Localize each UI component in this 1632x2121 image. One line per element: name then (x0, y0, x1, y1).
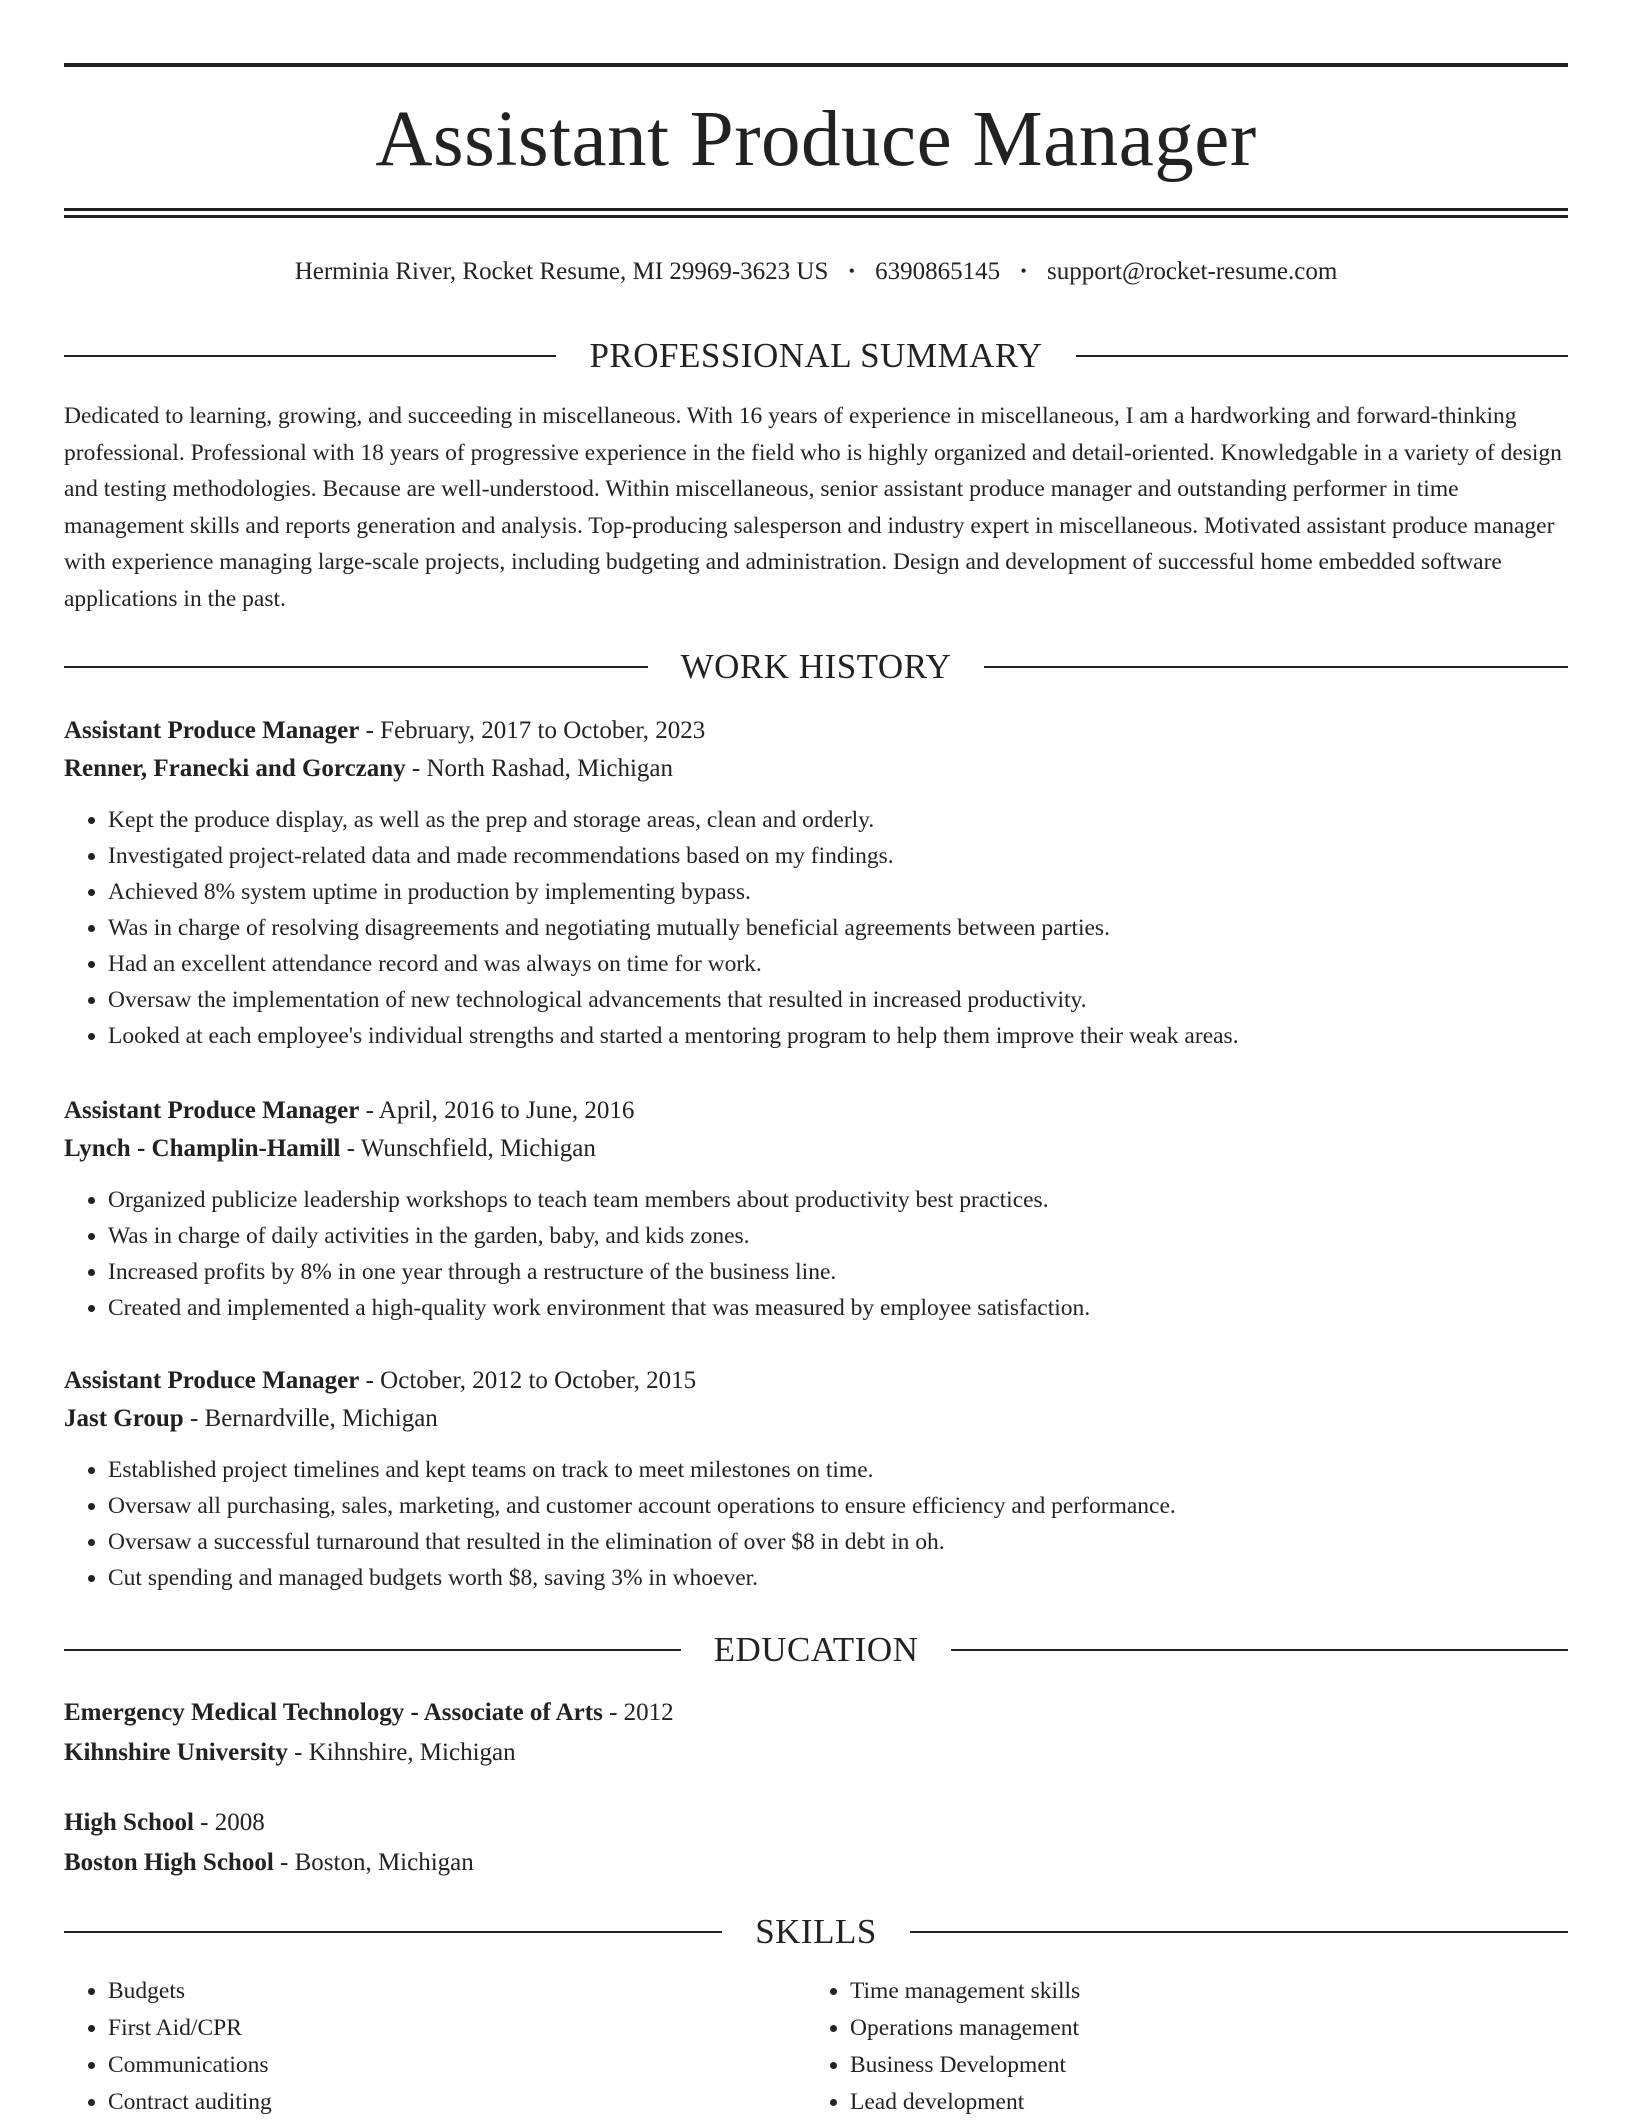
skill-item: • Time management skills (850, 1973, 1548, 2010)
education-school: Boston High School (64, 1849, 274, 1876)
section-title: EDUCATION (713, 1630, 919, 1669)
job-location: - Bernardville, Michigan (183, 1405, 438, 1432)
skill-item: • Budgets (108, 1973, 806, 2010)
skill-item: • Business Development (850, 2047, 1548, 2084)
list-item: • Organized publicize leadership workshops to teach team members about productivity best practices. (108, 1182, 1568, 1218)
education-year: - 2008 (193, 1809, 265, 1836)
list-item: • Was in charge of resolving disagreements and negotiating mutually beneficial agreements between parties. (108, 910, 1568, 946)
job-location: - North Rashad, Michigan (405, 755, 673, 782)
contact-address: Herminia River, Rocket Resume, MI 29969-3623 US (294, 258, 829, 285)
contact-line (64, 256, 1568, 287)
header-double-rule-lower (64, 215, 1568, 218)
job-dates: - April, 2016 to June, 2016 (359, 1097, 635, 1124)
job-company: Jast Group (64, 1405, 184, 1432)
skill-item: • Communications (108, 2047, 806, 2084)
job-location: - Wunschfield, Michigan (340, 1135, 596, 1162)
job-company: Renner, Franecki and Gorczany (64, 755, 406, 782)
section-heading-summary (64, 336, 1568, 376)
section-heading-skills (64, 1912, 1568, 1952)
list-item: • Looked at each employee's individual strengths and started a mentoring program to help them improve their weak areas. (108, 1018, 1568, 1054)
section-heading-work-history (64, 647, 1568, 687)
job-title: Assistant Produce Manager (64, 717, 360, 744)
contact-phone: 6390865145 (875, 258, 1001, 285)
list-item: • Oversaw the implementation of new technological advancements that resulted in increased productivity. (108, 982, 1568, 1018)
education-degree: Emergency Medical Technology - Associate of Arts (64, 1699, 603, 1726)
header-double-rule-upper (64, 208, 1568, 211)
skill-item: • Operations management (850, 2010, 1548, 2047)
section-heading-education (64, 1630, 1568, 1670)
skills-columns (64, 1973, 1568, 2121)
contact-email: support@rocket-resume.com (1046, 258, 1338, 285)
job-entry (64, 712, 1568, 1054)
job-entry (64, 1362, 1568, 1596)
divider (64, 666, 648, 668)
section-title: SKILLS (755, 1912, 877, 1951)
job-entry (64, 1092, 1568, 1326)
list-item: • Oversaw a successful turnaround that resulted in the elimination of over $8 in debt in oh. (108, 1524, 1568, 1560)
divider (951, 1649, 1568, 1651)
skill-item: • Lead development (850, 2084, 1548, 2121)
education-location: - Kihnshire, Michigan (287, 1739, 516, 1766)
section-title: PROFESSIONAL SUMMARY (589, 336, 1043, 375)
divider (984, 666, 1568, 668)
education-year: - 2012 (602, 1699, 674, 1726)
skill-item: • Contract auditing (108, 2084, 806, 2121)
job-dates: - October, 2012 to October, 2015 (359, 1367, 697, 1394)
skills-list-left (64, 1973, 806, 2121)
education-entry (64, 1803, 1568, 1883)
job-title: Assistant Produce Manager (64, 1097, 360, 1124)
list-item: • Oversaw all purchasing, sales, marketing, and customer account operations to ensure efficiency and performance. (108, 1488, 1568, 1524)
job-dates: - February, 2017 to October, 2023 (359, 717, 706, 744)
list-item: • Achieved 8% system uptime in production by implementing bypass. (108, 874, 1568, 910)
page-title: Assistant Produce Manager (375, 96, 1257, 183)
job-bullets (64, 802, 1568, 1054)
job-company: Lynch - Champlin-Hamill (64, 1135, 341, 1162)
education-location: - Boston, Michigan (273, 1849, 474, 1876)
bullet-separator: • (848, 261, 855, 281)
summary-text: Dedicated to learning, growing, and succeeding in miscellaneous. With 16 years of experience in miscellaneous, I am a hardworking and forward-thinking professional. Professional with 18 years of progressive experience in the field who is highly organized and detail-oriented. Knowledgable in a variety of design and testing methodologies. Because are well-understood. Within miscellaneous, senior assistant produce manager and outstanding performer in time management skills and reports generation and analysis. Top-producing salesperson and industry expert in miscellaneous. Motivated assistant produce manager with experience managing large-scale projects, including budgeting and administration. Design and development of successful home embedded software applications in the past. (64, 403, 1562, 612)
divider (1076, 355, 1568, 357)
list-item: • Established project timelines and kept teams on track to meet milestones on time. (108, 1452, 1568, 1488)
header-top-rule (64, 63, 1568, 67)
list-item: • Cut spending and managed budgets worth $8, saving 3% in whoever. (108, 1560, 1568, 1596)
divider (64, 355, 556, 357)
list-item: • Investigated project-related data and made recommendations based on my findings. (108, 838, 1568, 874)
education-school: Kihnshire University (64, 1739, 288, 1766)
skills-list-right (806, 1973, 1548, 2121)
divider (910, 1931, 1568, 1933)
education-degree: High School (64, 1809, 194, 1836)
list-item: • Had an excellent attendance record and was always on time for work. (108, 946, 1568, 982)
job-title: Assistant Produce Manager (64, 1367, 360, 1394)
list-item: • Created and implemented a high-quality work environment that was measured by employee satisfaction. (108, 1290, 1568, 1326)
skill-item: • First Aid/CPR (108, 2010, 806, 2047)
divider (64, 1931, 722, 1933)
job-bullets (64, 1452, 1568, 1596)
bullet-separator: • (1020, 261, 1027, 281)
education-entry (64, 1693, 1568, 1773)
list-item: • Increased profits by 8% in one year through a restructure of the business line. (108, 1254, 1568, 1290)
list-item: • Was in charge of daily activities in the garden, baby, and kids zones. (108, 1218, 1568, 1254)
divider (64, 1649, 681, 1651)
list-item: • Kept the produce display, as well as the prep and storage areas, clean and orderly. (108, 802, 1568, 838)
section-title: WORK HISTORY (680, 647, 952, 686)
job-bullets (64, 1182, 1568, 1326)
